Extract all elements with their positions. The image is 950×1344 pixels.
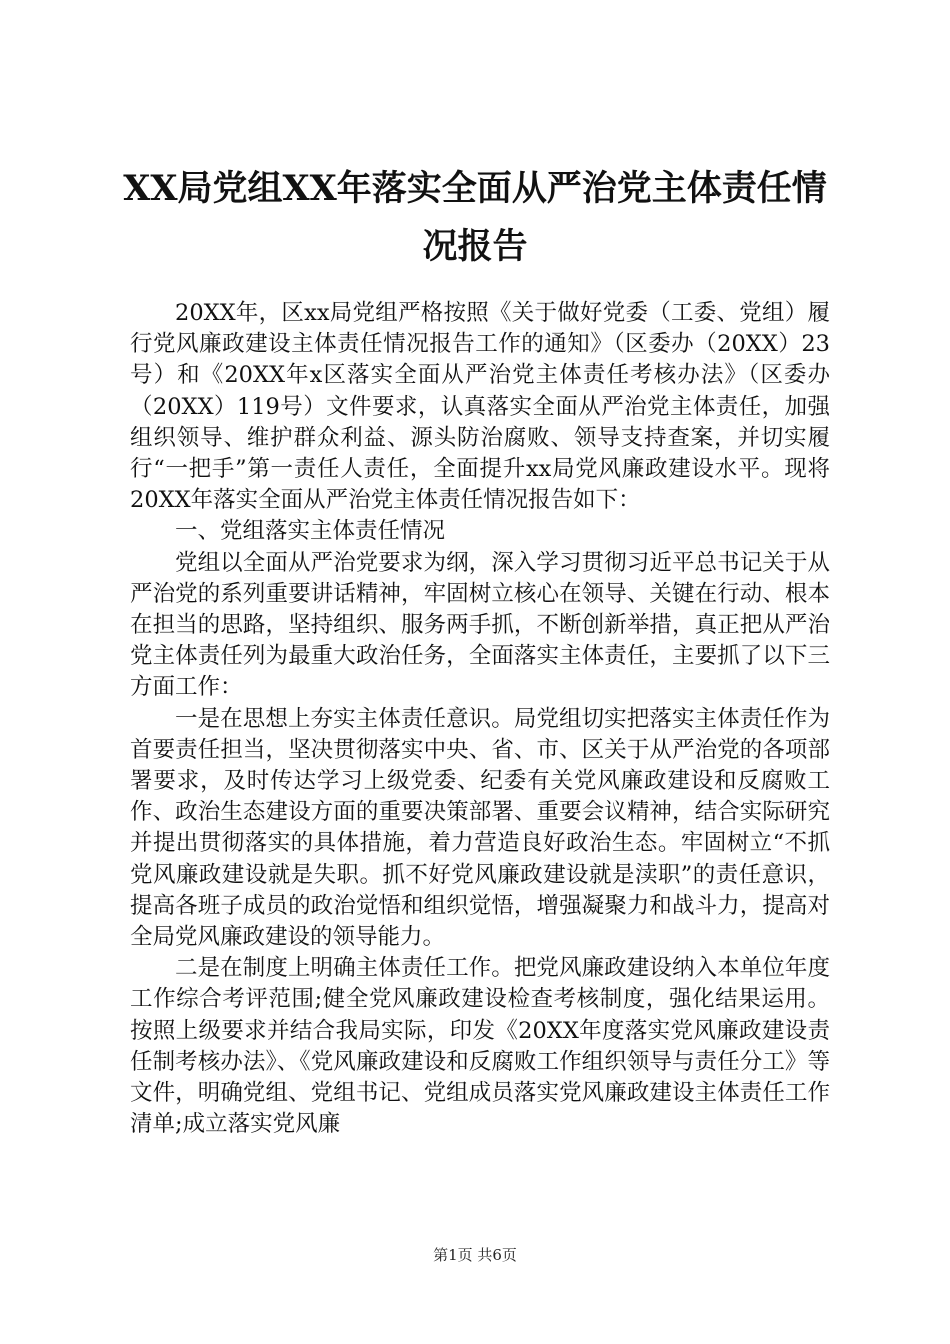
- body-paragraph: 二是在制度上明确主体责任工作。把党风廉政建设纳入本单位年度工作综合考评范围;健全党风廉政建设检查考核制度，强化结果运用。按照上级要求并结合我局实际，印发《20XX年度落实党风廉政建设责任制考核办法》、《党风廉政建设和反腐败工作组织领导与责任分工》等文件，明确党组、党组书记、党组成员落实党风廉政建设主体责任工作清单;成立落实党风廉: [130, 955, 830, 1138]
- document-title-line-2: 况报告: [422, 226, 528, 267]
- document-title-line-1: XX局党组XX年落实全面从严治党主体责任情: [123, 168, 827, 209]
- page-number-footer: 第1页 共6页: [433, 1246, 517, 1264]
- body-paragraph: 党组以全面从严治党要求为纲，深入学习贯彻习近平总书记关于从严治党的系列重要讲话精神，牢固树立核心在领导、关键在行动、根本在担当的思路，坚持组织、服务两手抓，不断创新举措，真正把从严治党主体责任列为最重大政治任务，全面落实主体责任，主要抓了以下三方面工作：: [130, 549, 830, 701]
- body-paragraph: 一是在思想上夯实主体责任意识。局党组切实把落实主体责任作为首要责任担当，坚决贯彻落实中央、省、市、区关于从严治党的各项部署要求，及时传达学习上级党委、纪委有关党风廉政建设和反腐败工作、政治生态建设方面的重要决策部署、重要会议精神，结合实际研究并提出贯彻落实的具体措施，着力营造良好政治生态。牢固树立“不抓党风廉政建设就是失职。抓不好党风廉政建设就是渎职”的责任意识，提高各班子成员的政治觉悟和组织觉悟，增强凝聚力和战斗力，提高对全局党风廉政建设的领导能力。: [130, 705, 830, 951]
- intro-paragraph: 20XX年，区xx局党组严格按照《关于做好党委（工委、党组）履行党风廉政建设主体责任情况报告工作的通知》（区委办（20XX）23号）和《20XX年x区落实全面从严治党主体责任考核办法》（区委办（20XX）119号）文件要求，认真落实全面从严治党主体责任，加强组织领导、维护群众利益、源头防治腐败、领导支持查案，并切实履行“一把手”第一责任人责任，全面提升xx局党风廉政建设水平。现将20XX年落实全面从严治党主体责任情况报告如下：: [130, 300, 830, 514]
- document-body: [130, 298, 830, 1140]
- document-title: [100, 160, 850, 276]
- section-heading: 一、党组落实主体责任情况: [175, 518, 446, 545]
